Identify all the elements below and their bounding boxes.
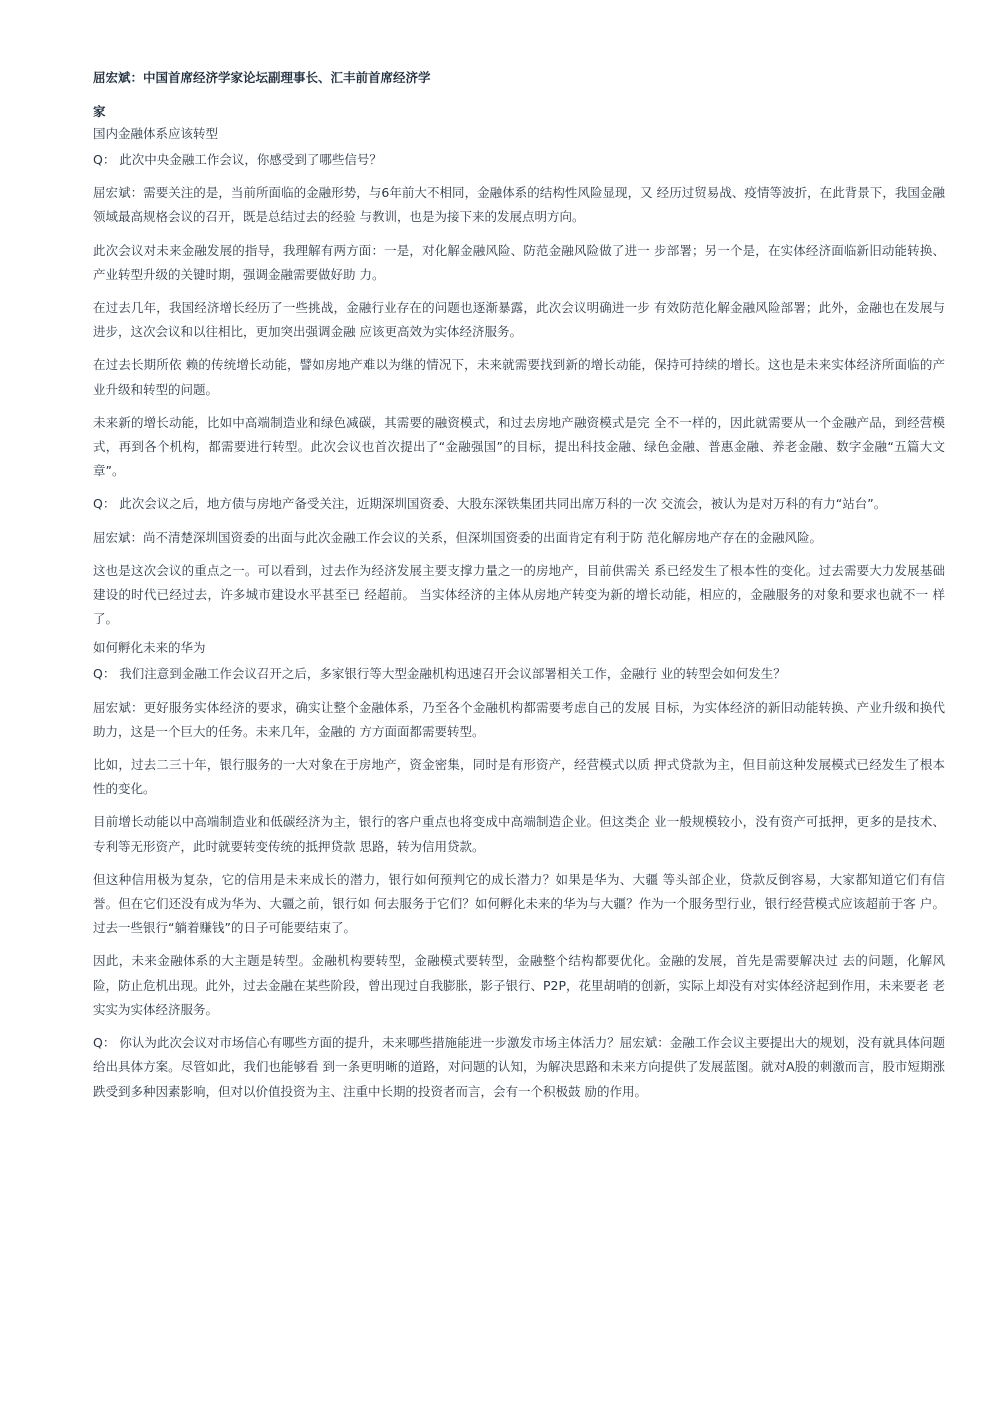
paragraph: 这也是这次会议的重点之一。可以看到，过去作为经济发展主要支撑力量之一的房地产，目前供需关 系已经发生了根本性的变化。过去需要大力发展基础建设的时代已经过去，许多城市建设水平甚至已 经超前。 当实体经济的主体从房地产转变为新的增长动能，相应的，金融服务的对象和要求也就不一 样了。 — [93, 562, 945, 627]
paragraph: 屈宏斌：需要关注的是，当前所面临的金融形势，与6年前大不相同，金融体系的结构性风险显现，又 经历过贸易战、疫情等波折，在此背景下，我国金融领域最高规格会议的召开，既是总结过去的经验 与教训，也是为接下来的发展点明方向。 — [93, 185, 945, 225]
section-heading-2: 如何孵化未来的华为 — [93, 640, 206, 656]
paragraph: Q： 我们注意到金融工作会议召开之后，多家银行等大型金融机构迅速召开会议部署相关工作，金融行 业的转型会如何发生？ — [93, 666, 786, 682]
section-heading-1: 国内金融体系应该转型 — [93, 126, 219, 141]
paragraph: 在过去几年，我国经济增长经历了一些挑战，金融行业存在的问题也逐渐暴露，此次会议明确进一步 有效防范化解金融风险部署；此外，金融也在发展与进步，这次会议和以往相比，更加突出强调金融 应该更高效为实体经济服务。 — [93, 300, 945, 340]
paragraph: Q： 此次中央金融工作会议，你感受到了哪些信号？ — [93, 152, 382, 167]
paragraph: 因此，未来金融体系的大主题是转型。金融机构要转型，金融模式要转型，金融整个结构都要优化。金融的发展，首先是需要解决过 去的问题，化解风险，防止危机出现。此外，过去金融在某些阶段，曾出现过自我膨胀，影子银行、P2P，花里胡哨的创新，实际上却没有对实体经济起到作用，未来要老 老实实为实体经济服务。 — [93, 953, 946, 1017]
paragraph: Q： 你认为此次会议对市场信心有哪些方面的提升，未来哪些措施能进一步激发市场主体活力？屈宏斌：金融工作会议主要提出大的规划，没有就具体问题给出具体方案。尽管如此，我们也能够看 到一条更明晰的道路，对问题的认知，为解决思路和未来方向提供了发展蓝图。就对A股的刺激而言，股市短期涨跌受到多种因素影响，但对以价值投资为主、注重中长期的投资者而言，会有一个积极鼓 励的作用。 — [93, 1035, 945, 1099]
paragraph: 屈宏斌：尚不清楚深圳国资委的出面与此次金融工作会议的关系，但深圳国资委的出面肯定有利于防 范化解房地产存在的金融风险。 — [93, 529, 822, 545]
paragraph: 屈宏斌：更好服务实体经济的要求，确实让整个金融体系，乃至各个金融机构都需要考虑自己的发展 目标，为实体经济的新旧动能转换、产业升级和换代助力，这是一个巨大的任务。未来几年，金融的 方方面面都需要转型。 — [93, 699, 945, 739]
article-title-line-1: 屈宏斌：中国首席经济学家论坛副理事长、汇丰前首席经济学 — [93, 70, 431, 85]
paragraph: 此次会议对未来金融发展的指导，我理解有两方面：一是，对化解金融风险、防范金融风险做了进一 步部署；另一个是，在实体经济面临新旧动能转换、产业转型升级的关键时期，强调金融需要做好助 力。 — [93, 242, 945, 282]
paragraph: 但这种信用极为复杂，它的信用是未来成长的潜力，银行如何预判它的成长潜力？如果是华为、大疆 等头部企业，贷款反倒容易，大家都知道它们有信誉。但在它们还没有成为华为、大疆之前，银行如 何去服务于它们？如何孵化未来的华为与大疆？作为一个服务型行业，银行经营模式应该超前于客 户。过去一些银行“躺着赚钱”的日子可能要结束了。 — [93, 871, 945, 936]
paragraph: 在过去长期所依 赖的传统增长动能，譬如房地产难以为继的情况下，未来就需要找到新的增长动能，保持可持续的增长。这也是未来实体经济所面临的产业升级和转型的问题。 — [93, 357, 945, 397]
paragraph: 未来新的增长动能，比如中高端制造业和绿色减碳，其需要的融资模式，和过去房地产融资模式是完 全不一样的，因此就需要从一个金融产品，到经营模式，再到各个机构，都需要进行转型。此次会议也首次提出了“金融强国”的目标，提出科技金融、绿色金融、普惠金融、养老金融、数字金融“五篇大文章”。 — [93, 414, 945, 479]
article-title-line-2: 家 — [93, 104, 106, 119]
paragraph: 比如，过去二三十年，银行服务的一大对象在于房地产，资金密集，同时是有形资产，经营模式以质 押式贷款为主，但目前这种发展模式已经发生了根本性的变化。 — [93, 757, 945, 797]
paragraph: Q： 此次会议之后，地方债与房地产备受关注，近期深圳国资委、大股东深铁集团共同出席万科的一次 交流会，被认为是对万科的有力“站台”。 — [93, 496, 887, 512]
paragraph: 目前增长动能以中高端制造业和低碳经济为主，银行的客户重点也将变成中高端制造企业。但这类企 业一般规模较小，没有资产可抵押，更多的是技术、专利等无形资产，此时就要转变传统的抵押贷款 思路，转为信用贷款。 — [93, 814, 945, 854]
document-page — [93, 66, 945, 1113]
